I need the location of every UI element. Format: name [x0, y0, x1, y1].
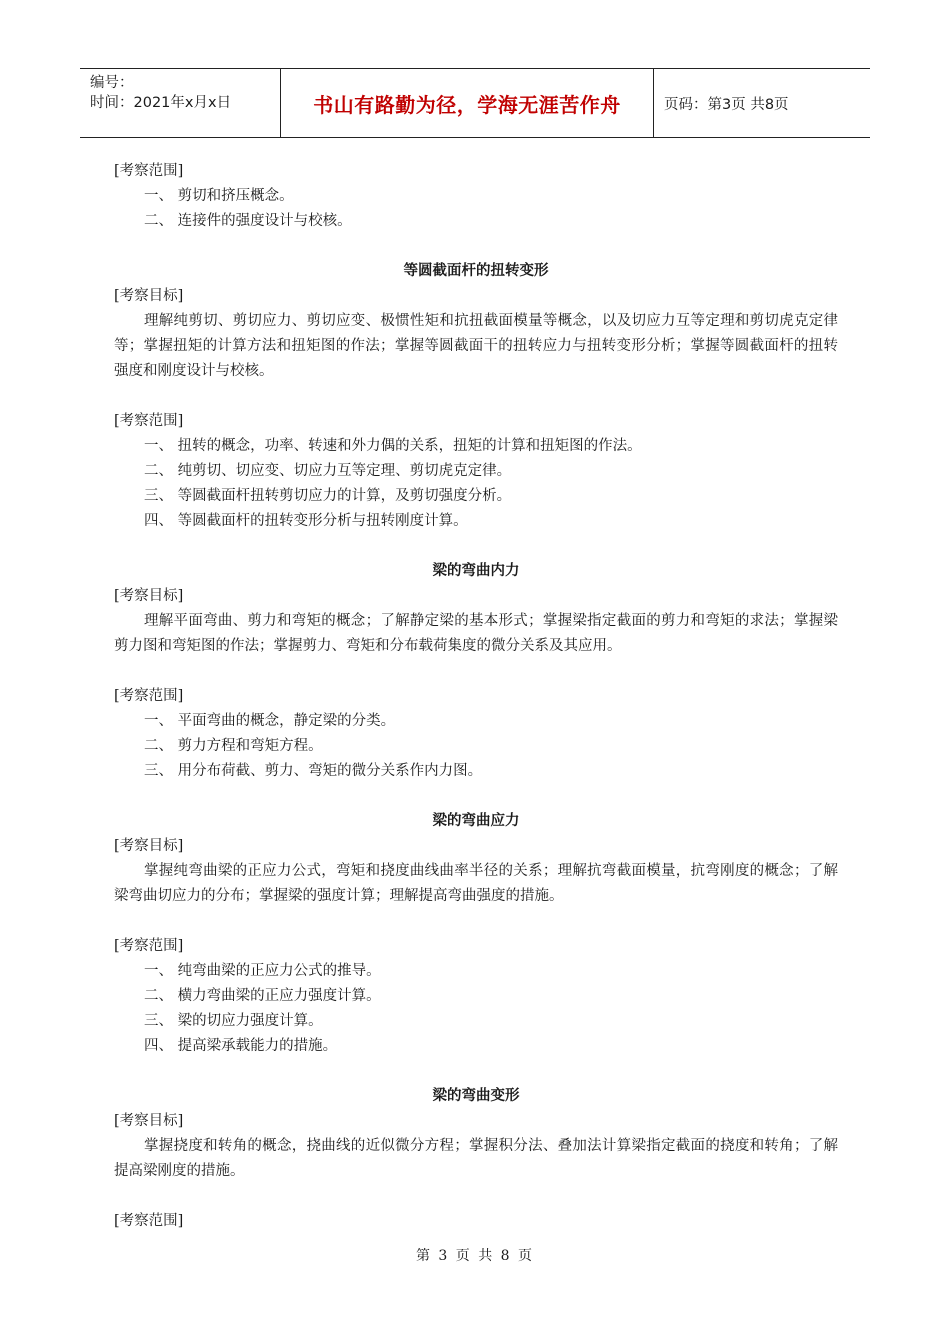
scope-label: [考察范围] [114, 1213, 184, 1229]
list-item: 四、 等圆截面杆的扭转变形分析与扭转刚度计算。 [144, 513, 468, 529]
list-item: 二、 连接件的强度设计与校核。 [144, 213, 352, 229]
number-label: 编号： [90, 75, 134, 91]
header-page-label: 页码：第3页 共8页 [664, 96, 789, 113]
header-motto: 书山有路勤为径，学海无涯苦作舟 [281, 69, 654, 137]
goal-paragraph: 掌握挠度和转角的概念，挠曲线的近似微分方程；掌握积分法、叠加法计算梁指定截面的挠度和转角；了解提高梁刚度的措施。 [114, 1138, 838, 1179]
document-body [114, 159, 838, 1234]
list-item: 三、 等圆截面杆扭转剪切应力的计算，及剪切强度分析。 [144, 488, 512, 504]
goal-paragraph: 掌握纯弯曲梁的正应力公式，弯矩和挠度曲线曲率半径的关系；理解抗弯截面模量，抗弯刚度的概念；了解梁弯曲切应力的分布；掌握梁的强度计算；理解提高弯曲强度的措施。 [114, 863, 838, 904]
section-title: 梁的弯曲应力 [432, 813, 520, 829]
goal-label: [考察目标] [114, 588, 184, 604]
list-item: 三、 梁的切应力强度计算。 [144, 1013, 323, 1029]
scope-label: [考察范围] [114, 938, 184, 954]
list-item: 二、 纯剪切、切应变、切应力互等定理、剪切虎克定律。 [144, 463, 512, 479]
list-item: 二、 横力弯曲梁的正应力强度计算。 [144, 988, 381, 1004]
page-header [80, 68, 870, 138]
list-item: 一、 扭转的概念，功率、转速和外力偶的关系，扭矩的计算和扭矩图的作法。 [144, 438, 642, 454]
goal-paragraph: 理解平面弯曲、剪力和弯矩的概念；了解静定梁的基本形式；掌握梁指定截面的剪力和弯矩的求法；掌握梁剪力图和弯矩图的作法；掌握剪力、弯矩和分布载荷集度的微分关系及其应用。 [114, 613, 838, 654]
list-item: 四、 提高梁承载能力的措施。 [144, 1038, 338, 1054]
header-info-cell [80, 69, 281, 137]
list-item: 一、 剪切和挤压概念。 [144, 188, 294, 204]
goal-label: [考察目标] [114, 838, 184, 854]
section-title: 梁的弯曲内力 [432, 563, 520, 579]
page-footer: 第 3 页 共 8 页 [415, 1248, 535, 1264]
goal-label: [考察目标] [114, 288, 184, 304]
list-item: 二、 剪力方程和弯矩方程。 [144, 738, 323, 754]
list-item: 三、 用分布荷截、剪力、弯矩的微分关系作内力图。 [144, 763, 483, 779]
goal-paragraph: 理解纯剪切、剪切应力、剪切应变、极惯性矩和抗扭截面模量等概念，以及切应力互等定理和剪切虎克定律等；掌握扭矩的计算方法和扭矩图的作法；掌握等圆截面干的扭转应力与扭转变形分析；掌握等圆截面杆的扭转强度和刚度设计与校核。 [114, 313, 838, 379]
date-label: 时间：2021年x月x日 [90, 95, 232, 111]
scope-label: [考察范围] [114, 688, 184, 704]
list-item: 一、 纯弯曲梁的正应力公式的推导。 [144, 963, 381, 979]
scope-label: [考察范围] [114, 163, 184, 179]
list-item: 一、 平面弯曲的概念，静定梁的分类。 [144, 713, 396, 729]
goal-label: [考察目标] [114, 1113, 184, 1129]
section-title: 梁的弯曲变形 [432, 1088, 520, 1104]
scope-label: [考察范围] [114, 413, 184, 429]
section-title: 等圆截面杆的扭转变形 [403, 263, 549, 279]
